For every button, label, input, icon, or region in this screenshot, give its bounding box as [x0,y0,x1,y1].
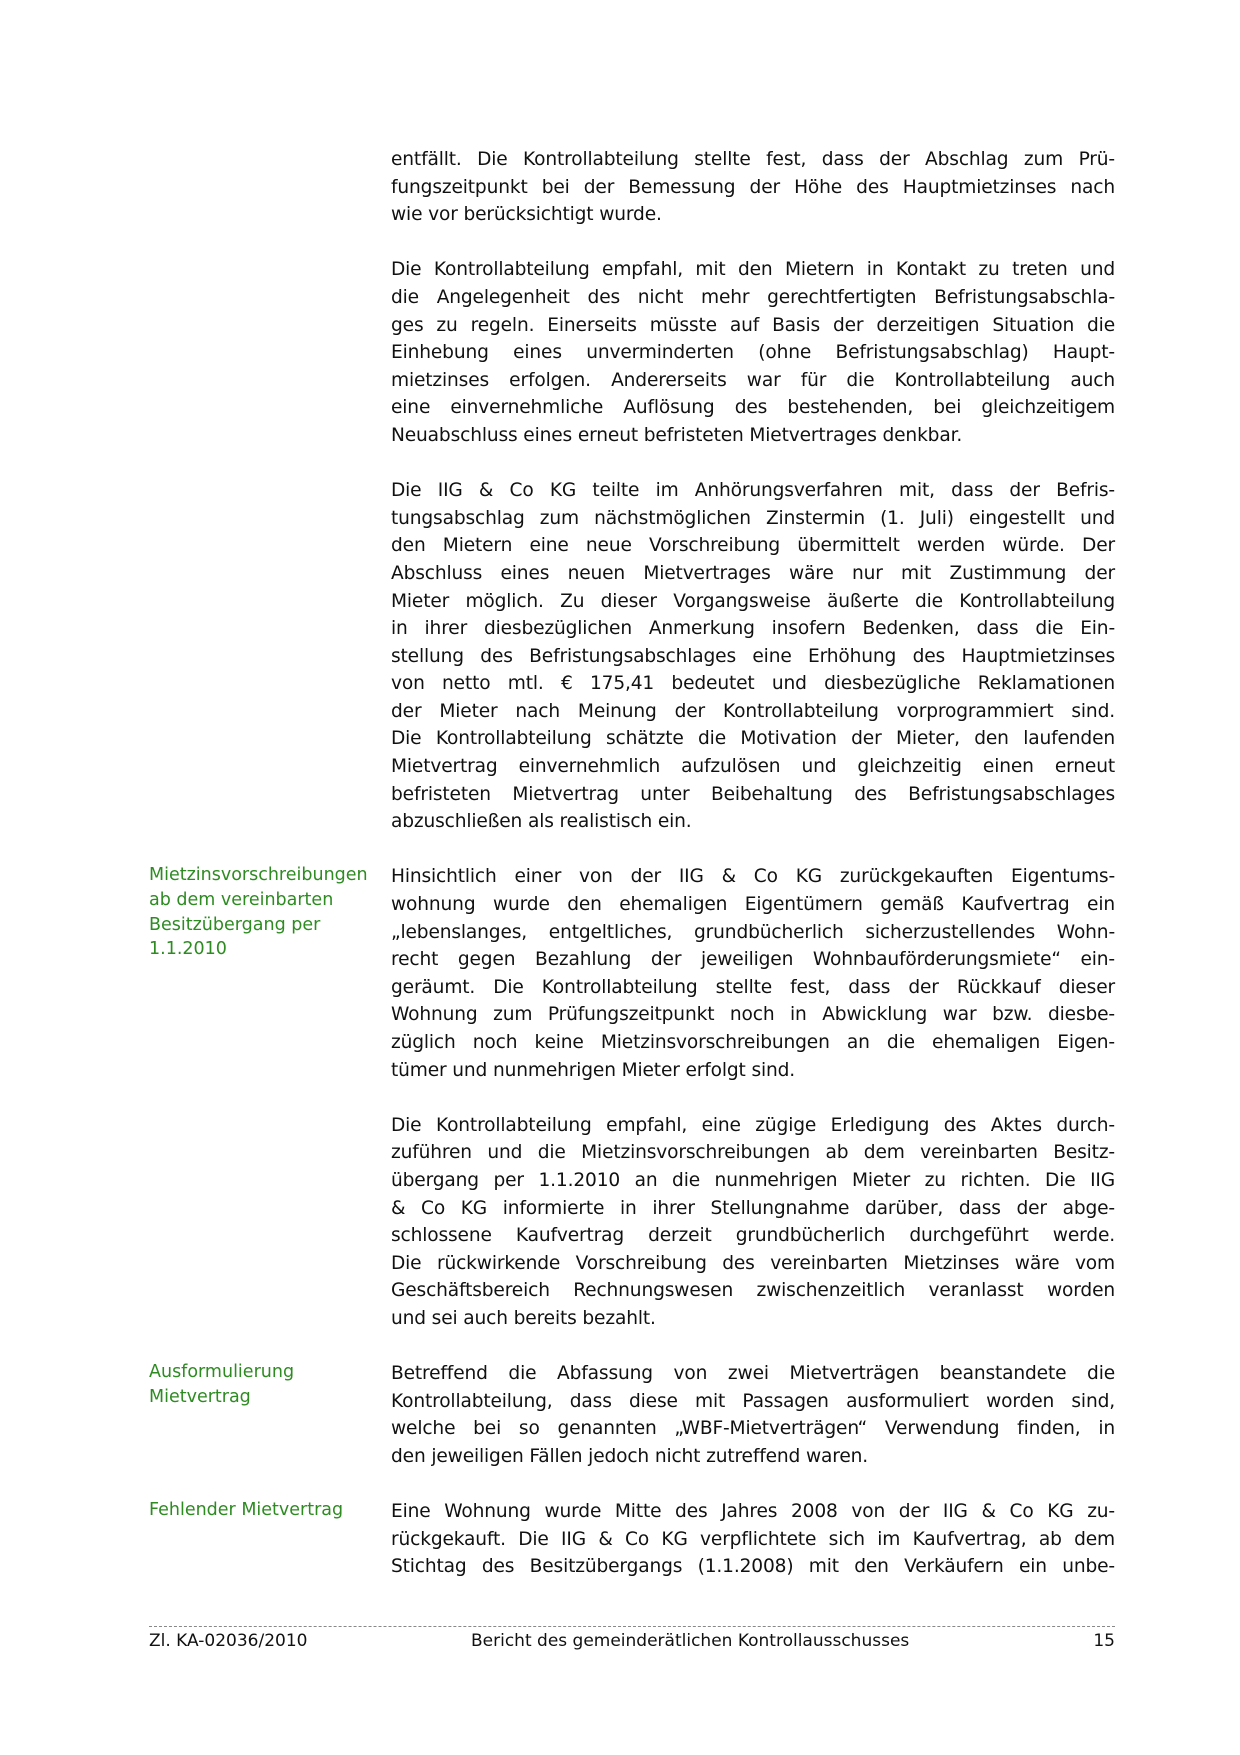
text-line: Stichtag des Besitzübergangs (1.1.2008) mit den Verkäufern ein unbe- [391,1556,1115,1578]
text-line: von netto mtl. € 175,41 bedeutet und diesbezügliche Reklamationen [391,673,1115,695]
margin-heading-line: Mietvertrag [149,1386,251,1407]
paragraph [391,477,1115,836]
text-line: Die Kontrollabteilung schätzte die Motivation der Mieter, den laufenden [391,728,1115,750]
paragraph [391,1498,1115,1581]
text-line: ges zu regeln. Einerseits müsste auf Basis der derzeitigen Situation die [391,314,1115,336]
margin-heading-line: Besitzübergang per [149,914,321,935]
text-line: rückgekauft. Die IIG & Co KG verpflichtete sich im Kaufvertrag, ab dem [391,1528,1115,1550]
report-section [0,1360,1240,1470]
paragraph [391,146,1115,229]
text-line: Neuabschluss eines erneut befristeten Mietvertrages denkbar. [391,424,963,446]
text-line: abzuschließen als realistisch ein. [391,811,692,833]
margin-heading [149,863,379,961]
text-line: Die rückwirkende Vorschreibung des vereinbarten Mietzinses wäre vom [391,1252,1115,1274]
text-line: geräumt. Die Kontrollabteilung stellte fest, dass der Rückkauf dieser [391,976,1115,998]
text-line: schlossene Kaufvertrag derzeit grundbücherlich durchgeführt werde. [391,1225,1115,1247]
text-line: Mietvertrag einvernehmlich aufzulösen und gleichzeitig einen erneut [391,756,1115,778]
text-line: eine einvernehmliche Auflösung des bestehenden, bei gleichzeitigem [391,397,1115,419]
margin-heading-line: Mietzinsvorschreibungen [149,865,368,886]
text-line: welche bei so genannten „WBF-Mietverträgen“ Verwendung finden, in [391,1418,1115,1440]
text-line: Kontrollabteilung, dass diese mit Passagen ausformuliert worden sind, [391,1390,1115,1412]
paragraph [391,1112,1115,1333]
text-line: tümer und nunmehrigen Mieter erfolgt sind. [391,1059,796,1081]
report-section [0,863,1240,1332]
paragraph [391,863,1115,1084]
text-line: Geschäftsbereich Rechnungswesen zwischenzeitlich veranlasst worden [391,1280,1115,1302]
text-line: Eine Wohnung wurde Mitte des Jahres 2008 von der IIG & Co KG zu- [391,1501,1115,1523]
text-line: züglich noch keine Mietzinsvorschreibungen an die ehemaligen Eigen- [391,1032,1115,1053]
text-line: stellung des Befristungsabschlages eine Erhöhung des Hauptmietzinses [391,645,1115,667]
text-line: den jeweiligen Fällen jedoch nicht zutreffend waren. [391,1445,869,1467]
text-line: & Co KG informierte in ihrer Stellungnahme darüber, dass der abge- [391,1197,1115,1219]
text-line: Die IIG & Co KG teilte im Anhörungsverfahren mit, dass der Befris- [391,480,1115,502]
text-line: Wohnung zum Prüfungszeitpunkt noch in Abwicklung war bzw. diesbe- [391,1004,1115,1026]
text-line: befristeten Mietvertrag unter Beibehaltung des Befristungsabschlages [391,783,1115,805]
text-line: recht gegen Bezahlung der jeweiligen Wohnbauförderungsmiete“ ein- [391,949,1115,971]
footer-title: Bericht des gemeinderätlichen Kontrollausschusses [471,1631,910,1651]
text-line: Einhebung eines unverminderten (ohne Befristungsabschlag) Haupt- [391,342,1115,364]
report-section [0,146,1240,836]
report-section [0,1498,1240,1581]
text-line: wie vor berücksichtigt wurde. [391,204,662,226]
text-line: zuführen und die Mietzinsvorschreibungen ab dem vereinbarten Besitz- [391,1142,1115,1164]
margin-heading-line: Fehlender Mietvertrag [149,1500,344,1521]
paragraph [391,1360,1115,1470]
margin-heading [149,1360,379,1409]
document-body [0,146,1240,1608]
text-line: Betreffend die Abfassung von zwei Mietverträgen beanstandete die [391,1363,1115,1385]
text-line: übergang per 1.1.2010 an die nunmehrigen Mieter zu richten. Die IIG [391,1169,1115,1191]
text-line: fungszeitpunkt bei der Bemessung der Höhe des Hauptmietzinses nach [391,176,1115,198]
margin-heading-line: 1.1.2010 [149,939,227,960]
text-line: in ihrer diesbezüglichen Anmerkung insofern Bedenken, dass die Ein- [391,618,1115,640]
text-line: Die Kontrollabteilung empfahl, mit den Mietern in Kontakt zu treten und [391,259,1115,281]
text-line: der Mieter nach Meinung der Kontrollabteilung vorprogrammiert sind. [391,700,1115,722]
margin-heading [149,1498,379,1523]
text-line: wohnung wurde den ehemaligen Eigentümern gemäß Kaufvertrag ein [391,894,1115,916]
text-line: Die Kontrollabteilung empfahl, eine zügige Erledigung des Aktes durch- [391,1114,1115,1136]
text-line: Mieter möglich. Zu dieser Vorgangsweise äußerte die Kontrollabteilung [391,590,1115,612]
footer-reference: Zl. KA-02036/2010 [149,1631,308,1651]
text-line: die Angelegenheit des nicht mehr gerechtfertigten Befristungsabschla- [391,286,1115,308]
margin-heading-line: Ausformulierung [149,1362,295,1383]
text-line: und sei auch bereits bezahlt. [391,1307,656,1329]
text-line: tungsabschlag zum nächstmöglichen Zinstermin (1. Juli) eingestellt und [391,507,1115,529]
text-line: entfällt. Die Kontrollabteilung stellte fest, dass der Abschlag zum Prü- [391,149,1115,170]
text-line: Abschluss eines neuen Mietvertrages wäre nur mit Zustimmung der [391,562,1115,584]
text-line: den Mietern eine neue Vorschreibung übermittelt werden würde. Der [391,535,1115,557]
margin-heading-line: ab dem vereinbarten [149,890,334,911]
text-line: „lebenslanges, entgeltliches, grundbücherlich sicherzustellendes Wohn- [391,921,1115,943]
page-number: 15 [1093,1631,1115,1651]
text-line: mietzinses erfolgen. Andererseits war für die Kontrollabteilung auch [391,369,1115,391]
text-line: Hinsichtlich einer von der IIG & Co KG zurückgekauften Eigentums- [391,866,1115,888]
page-footer [149,1626,1115,1655]
paragraph [391,256,1115,449]
